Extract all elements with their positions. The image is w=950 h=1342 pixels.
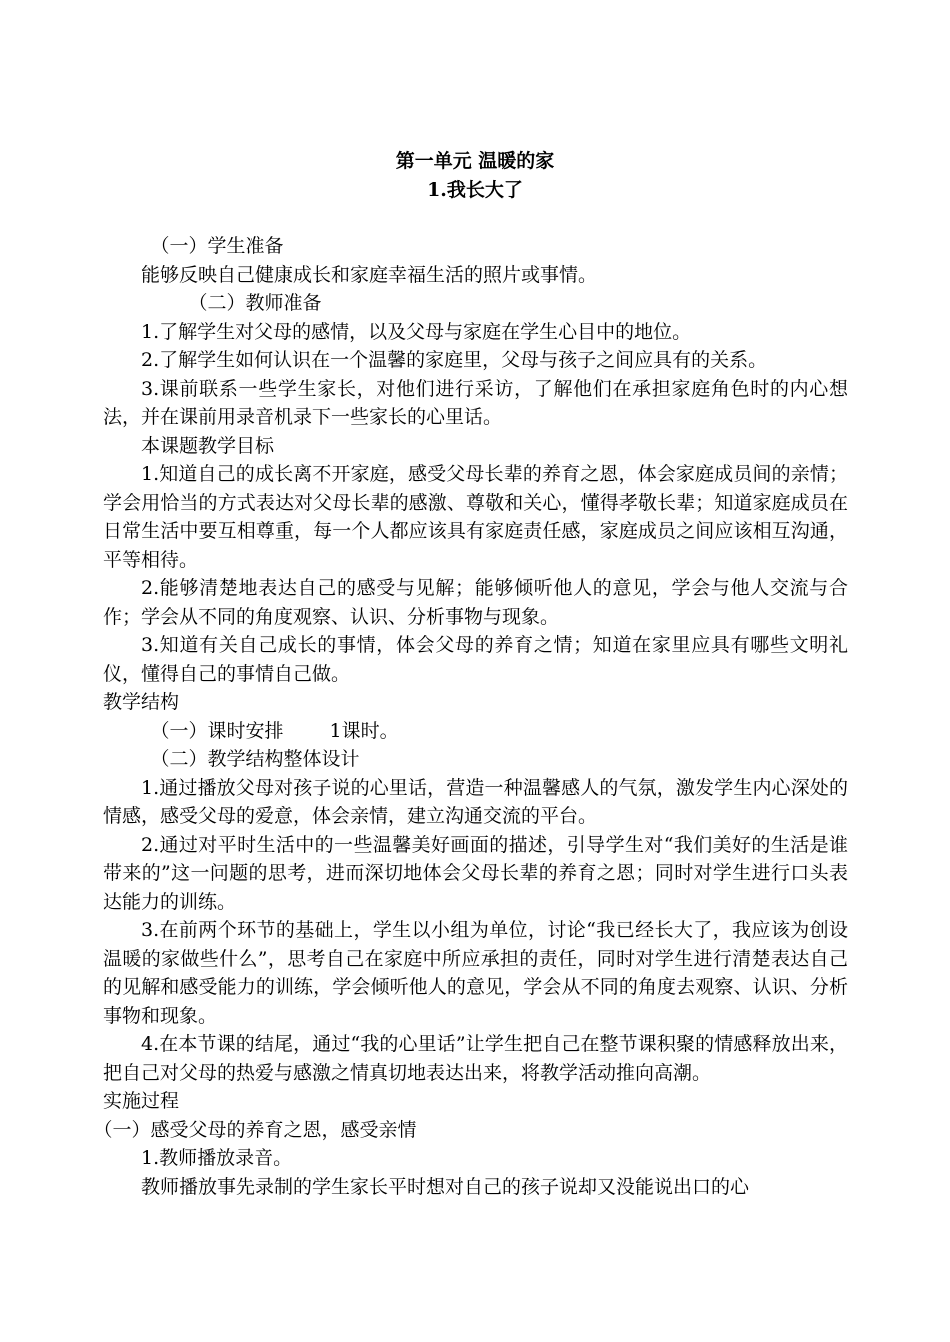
paragraph: 2.了解学生如何认识在一个温馨的家庭里，父母与孩子之间应具有的关系。	[141, 349, 768, 371]
paragraph: 能够反映自己健康成长和家庭幸福生活的照片或事情。	[141, 263, 598, 286]
paragraph: 2.通过对平时生活中的一些温馨美好画面的描述，引导学生对“我们美好的生活是谁带来的”这一问题的思考，进而深切地体会父母长辈的养育之恩；同时对学生进行口头表达能力的训练。	[103, 833, 848, 913]
paragraph: 4.在本节课的结尾，通过“我的心里话”让学生把自己在整节课积聚的情感释放出来，把自己对父母的热爱与感激之情真切地表达出来，将教学活动推向高潮。	[103, 1033, 848, 1084]
section-heading: 教学结构	[103, 691, 180, 713]
section-heading: 本课题教学目标	[141, 434, 275, 457]
section-heading: （二）教学结构整体设计	[150, 748, 360, 770]
section-heading: （一）感受父母的养育之恩，感受亲情	[93, 1118, 417, 1141]
paragraph: 1.教师播放录音。	[141, 1147, 293, 1169]
paragraph: 1.知道自己的成长离不开家庭，感受父母长辈的养育之恩，体会家庭成员间的亲情；学会用恰当的方式表达对父母长辈的感激、尊敬和关心，懂得孝敬长辈；知道家庭成员在日常生活中要互相尊重，每一个人都应该具有家庭责任感，家庭成员之间应该相互沟通，平等相待。	[103, 463, 848, 571]
section-heading: （二）教师准备	[188, 292, 322, 314]
paragraph: 教师播放事先录制的学生家长平时想对自己的孩子说却又没能说出口的心	[141, 1175, 750, 1198]
schedule-value: 1课时。	[329, 719, 399, 742]
section-heading: 实施过程	[103, 1090, 180, 1112]
lesson-title: 1.我长大了	[427, 179, 523, 201]
paragraph: 1.了解学生对父母的感情，以及父母与家庭在学生心目中的地位。	[141, 320, 692, 343]
paragraph: 3.课前联系一些学生家长，对他们进行采访，了解他们在承担家庭角色时的内心想法，并在课前用录音机录下一些家长的心里话。	[103, 377, 848, 428]
paragraph: 1.通过播放父母对孩子说的心里话，营造一种温馨感人的气氛，激发学生内心深处的情感，感受父母的爱意，体会亲情，建立沟通交流的平台。	[103, 776, 848, 827]
schedule-label: （一）课时安排	[150, 719, 284, 742]
unit-title: 第一单元 温暖的家	[395, 150, 555, 172]
paragraph: 3.知道有关自己成长的事情，体会父母的养育之情；知道在家里应具有哪些文明礼仪，懂得自己的事情自己做。	[103, 634, 848, 685]
paragraph: 2.能够清楚地表达自己的感受与见解；能够倾听他人的意见，学会与他人交流与合作；学会从不同的角度观察、认识、分析事物与现象。	[103, 577, 848, 628]
paragraph: 3.在前两个环节的基础上，学生以小组为单位，讨论“我已经长大了，我应该为创设温暖的家做些什么”，思考自己在家庭中所应承担的责任，同时对学生进行清楚表达自己的见解和感受能力的训练，学会倾听他人的意见，学会从不同的角度去观察、认识、分析事物和现象。	[103, 919, 848, 1027]
document-body	[93, 232, 848, 1201]
section-heading	[103, 717, 848, 746]
section-heading: （一）学生准备	[150, 235, 284, 257]
